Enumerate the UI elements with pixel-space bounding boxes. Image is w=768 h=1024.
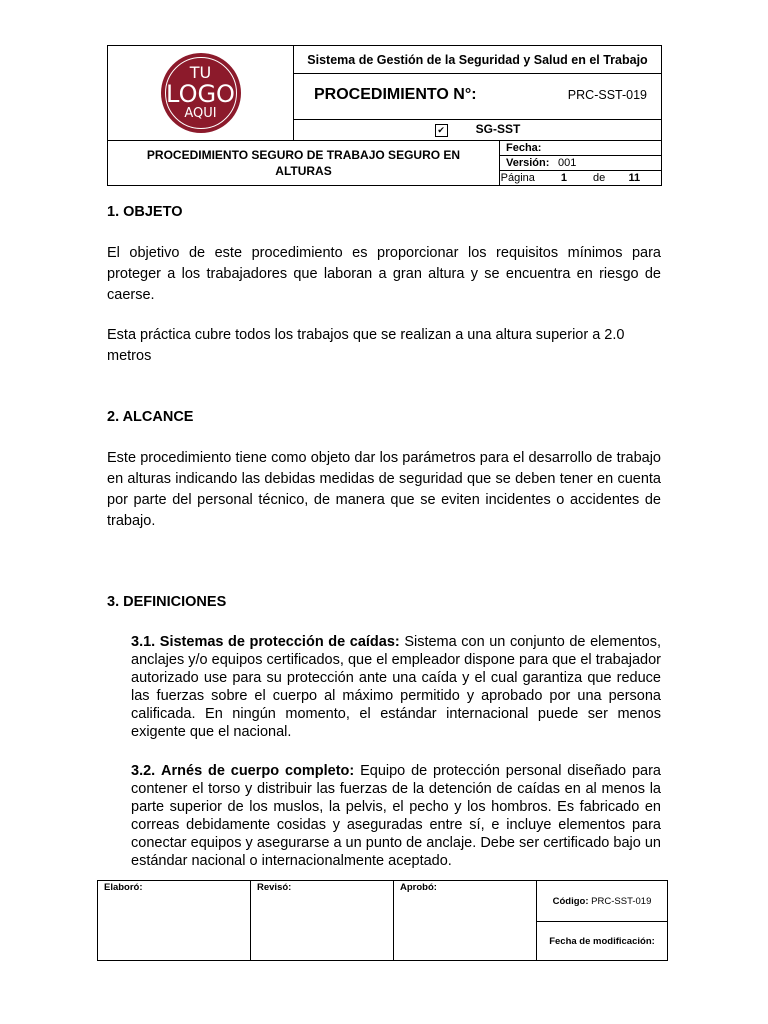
definition-3-1 — [131, 633, 661, 741]
definition-3-2-text: Equipo de protección personal diseñado para contener el torso y distribuir las fuerzas de la detención de caídas en al menos la parte superior de los muslos, la pelvis, el pecho y los hombros. Es fabricado en correas debidamente cosidas y aseguradas entre sí, e incluye elementos para conectar equipos y asegurarse a un punto de anclaje. Debe ser certificado bajo un estándar nacional o internacionalmente aceptado. — [131, 763, 661, 869]
objeto-paragraph-2: Esta práctica cubre todos los trabajos que se realizan a una altura superior a 2.0 metros — [107, 327, 625, 364]
document-footer — [97, 880, 668, 961]
document-title: PROCEDIMIENTO SEGURO DE TRABAJO SEGURO EN ALTURAS — [108, 140, 500, 185]
alcance-paragraph: Este procedimiento tiene como objeto dar los parámetros para el desarrollo de trabajo en alturas indicando las debidas medidas de seguridad que se deben tener en cuenta por parte del personal técnico, de manera que se eviten incidentes o accidentes de trabajo. — [107, 450, 661, 529]
version-label: Versión: — [506, 156, 550, 169]
definition-3-1-term: Sistemas de protección de caídas: — [159, 634, 400, 650]
fecha-cell — [500, 140, 662, 155]
aprobo-cell: Aprobó: — [394, 881, 537, 961]
page-of: de — [589, 171, 609, 184]
page-current: 1 — [560, 171, 568, 184]
fecha-modificacion-cell: Fecha de modificación: — [537, 922, 668, 961]
checkbox-icon: ✔ — [435, 124, 448, 137]
codigo-value: PRC-SST-019 — [588, 895, 652, 907]
elaboro-cell: Elaboró: — [98, 881, 251, 961]
reviso-cell: Revisó: — [251, 881, 394, 961]
version-cell — [500, 155, 662, 170]
page-total: 11 — [628, 171, 641, 184]
section-title-definiciones: 3. DEFINICIONES — [107, 594, 227, 610]
document-header — [107, 45, 662, 186]
codigo-label: Código: — [552, 895, 589, 907]
sgsst-label: SG-SST — [475, 122, 521, 137]
procedure-label: PROCEDIMIENTO N°: — [314, 86, 477, 104]
definition-3-2-term: Arnés de cuerpo completo: — [161, 763, 355, 779]
definition-3-1-text: Sistema con un conjunto de elementos, anclajes y/o equipos certificados, que el empleador dispone para que el trabajador autorizado use para su protección ante una caída y el cual garantiza que reduce las fuerzas sobre el cuerpo al máximo permitido y aprobado por una persona calificada. En ningún momento, el estándar internacional puede ser menos exigente que el nacional. — [131, 634, 662, 740]
definition-3-1-number: 3.1. — [131, 634, 156, 650]
logo-cell — [108, 46, 294, 141]
fecha-label: Fecha: — [506, 141, 542, 154]
objeto-paragraph-1: El objetivo de este procedimiento es proporcionar los requisitos mínimos para proteger a los trabajadores que laboran a gran altura y se encuentra en riesgo de caerse. — [107, 245, 661, 303]
sgsst-cell — [294, 119, 662, 140]
page-number-cell — [500, 170, 662, 185]
page-prefix: Página — [500, 171, 538, 184]
section-title-objeto: 1. OBJETO — [107, 204, 183, 220]
section-title-alcance: 2. ALCANCE — [107, 409, 194, 425]
definition-3-2 — [131, 762, 661, 870]
procedure-number-cell — [294, 74, 662, 119]
version-value: 001 — [558, 156, 577, 169]
codigo-cell — [537, 881, 668, 922]
logo-line-1: TU — [189, 63, 212, 83]
definition-3-2-number: 3.2. — [131, 763, 156, 779]
logo-line-2: LOGO — [166, 80, 235, 109]
logo-line-3: AQUI — [184, 106, 217, 122]
system-title: Sistema de Gestión de la Seguridad y Salud en el Trabajo — [294, 46, 662, 74]
procedure-code: PRC-SST-019 — [567, 88, 647, 103]
company-logo — [161, 53, 241, 133]
